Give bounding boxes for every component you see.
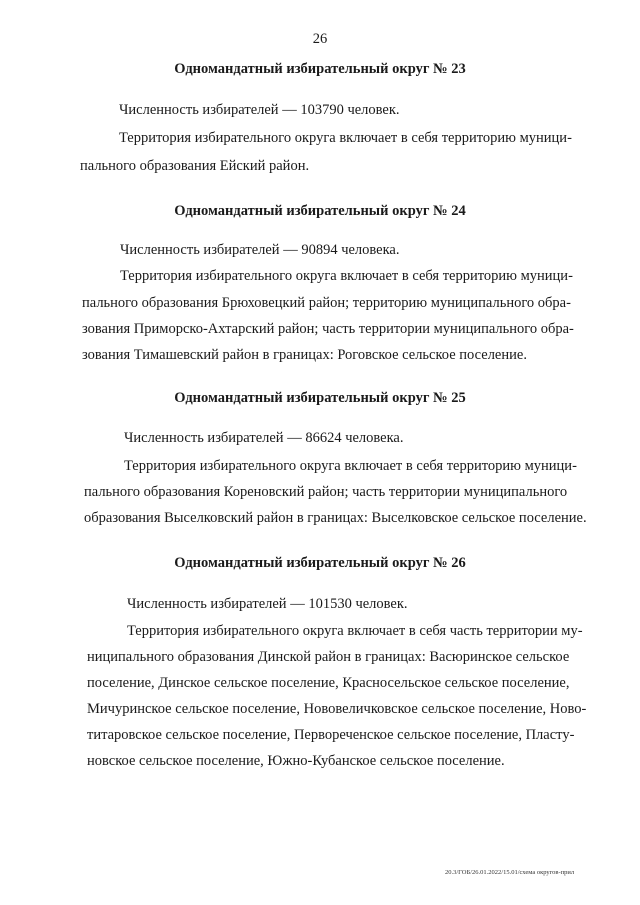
section-26-territory-line-1: Территория избирательного округа включает в себя часть территории му- [127, 623, 583, 639]
section-26-territory-line-6: новское сельское поселение, Южно-Кубанское сельское поселение. [87, 753, 505, 769]
section-23-territory-line-2: пального образования Ейский район. [80, 158, 310, 174]
section-25-territory-line-3: образования Выселковский район в границах: Выселковское сельское поселение. [84, 510, 587, 526]
section-24-territory-line-4: зования Тимашевский район в границах: Роговское сельское поселение. [82, 347, 527, 363]
section-25-territory-line-2: пального образования Кореновский район; часть территории муниципального [84, 484, 568, 500]
section-24-heading: Одномандатный избирательный округ № 24 [174, 203, 466, 219]
section-26-voters-line: Численность избирателей — 101530 человек. [127, 596, 408, 612]
section-23-voters-line: Численность избирателей — 103790 человек. [119, 102, 400, 118]
section-26-territory-line-4: Мичуринское сельское поселение, Нововеличковское сельское поселение, Ново- [87, 701, 587, 717]
section-25-voters-line: Численность избирателей — 86624 человека. [124, 430, 404, 446]
section-24-territory-line-1: Территория избирательного округа включает в себя территорию муници- [120, 268, 573, 284]
section-24-territory-line-3: зования Приморско-Ахтарский район; часть территории муниципального обра- [82, 321, 574, 337]
section-26-territory-line-2: ниципального образования Динской район в границах: Васюринское сельское [87, 649, 570, 665]
section-26-territory-line-5: титаровское сельское поселение, Первореченское сельское поселение, Пласту- [87, 727, 575, 743]
document-footer-code: 20.3/ГОБ/26.01.2022/15.01/схема округов-прил [445, 869, 575, 876]
section-24-voters-line: Численность избирателей — 90894 человека. [120, 242, 400, 258]
section-26-territory-line-3: поселение, Динское сельское поселение, Красносельское сельское поселение, [87, 675, 570, 691]
section-26-heading: Одномандатный избирательный округ № 26 [174, 555, 466, 571]
section-23-heading: Одномандатный избирательный округ № 23 [174, 61, 466, 77]
section-24-territory-line-2: пального образования Брюховецкий район; территорию муниципального обра- [82, 295, 571, 311]
section-25-territory-line-1: Территория избирательного округа включает в себя территорию муници- [124, 458, 577, 474]
section-23-territory-line-1: Территория избирательного округа включает в себя территорию муници- [119, 130, 572, 146]
section-25-heading: Одномандатный избирательный округ № 25 [174, 390, 466, 406]
page-number: 26 [312, 31, 328, 47]
